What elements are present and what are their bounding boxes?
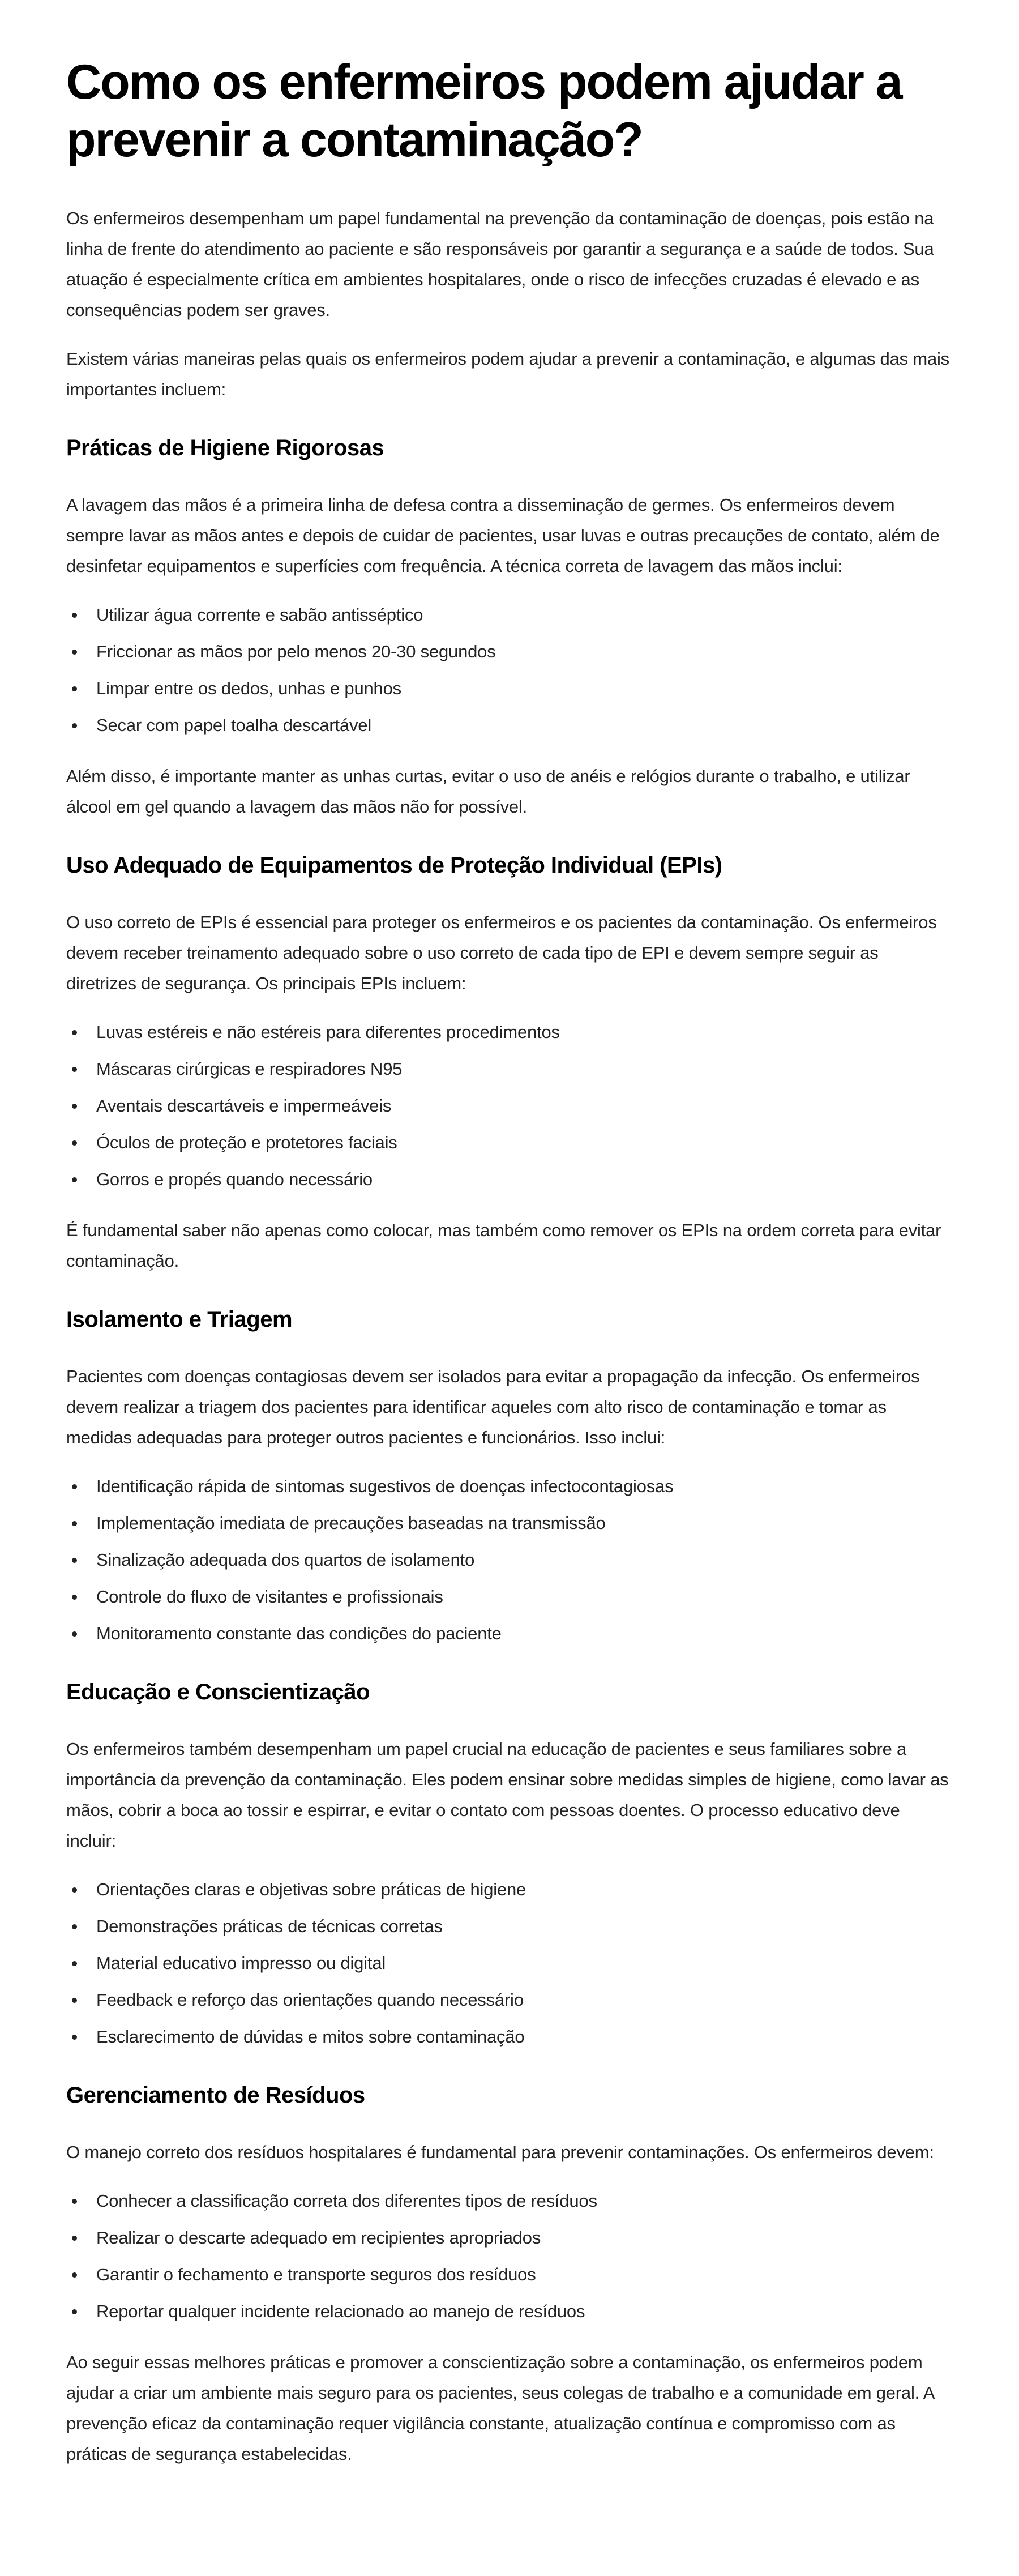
- section-paragraph: O uso correto de EPIs é essencial para proteger os enfermeiros e os pacientes da contaminação. Os enfermeiros devem receber treinamento adequado sobre o uso correto de cada tipo de EPI e devem sempre seguir as diretrizes de segurança. Os principais EPIs incluem:: [66, 912, 937, 993]
- bullet-icon: [72, 613, 77, 618]
- list-item-text: Identificação rápida de sintomas sugestivos de doenças infectocontagiosas: [96, 1476, 674, 1496]
- list-item: [96, 2223, 953, 2253]
- list-item-text: Demonstrações práticas de técnicas corretas: [96, 1916, 443, 1936]
- intro-paragraph: Os enfermeiros desempenham um papel fundamental na prevenção da contaminação de doenças, pois estão na linha de frente do atendimento ao paciente e são responsáveis por garantir a segurança e a saúde de todos. Sua atuação é especialmente crítica em ambientes hospitalares, onde o risco de infecções cruzadas é elevado e as consequências podem ser graves.: [66, 208, 934, 320]
- bullet-list: [66, 1017, 953, 1195]
- list-item-text: Aventais descartáveis e impermeáveis: [96, 1096, 392, 1116]
- list-item: [96, 2186, 953, 2216]
- list-item: [96, 2259, 953, 2290]
- list-item-text: Gorros e propés quando necessário: [96, 1169, 373, 1189]
- list-item-text: Material educativo impresso ou digital: [96, 1953, 386, 1973]
- section: [66, 1676, 953, 2052]
- list-item: [96, 600, 953, 630]
- list-item-text: Implementação imediata de precauções baseadas na transmissão: [96, 1513, 606, 1533]
- list-item: [96, 636, 953, 667]
- list-item-text: Secar com papel toalha descartável: [96, 715, 372, 735]
- bullet-icon: [72, 1961, 77, 1966]
- bullet-icon: [72, 1558, 77, 1563]
- section-paragraph: Pacientes com doenças contagiosas devem ser isolados para evitar a propagação da infecção. Os enfermeiros devem realizar a triagem dos pacientes para identificar aqueles com alto risco de contaminação e tomar as medidas adequadas para proteger outros pacientes e funcionários. Isso inclui:: [66, 1366, 920, 1447]
- bullet-icon: [72, 2236, 77, 2241]
- list-item: [96, 1911, 953, 1942]
- list-item-text: Garantir o fechamento e transporte seguros dos resíduos: [96, 2265, 536, 2284]
- list-item: [96, 1948, 953, 1979]
- bullet-icon: [72, 1104, 77, 1109]
- bullet-icon: [72, 1631, 77, 1637]
- list-item: [96, 710, 953, 741]
- bullet-icon: [72, 1067, 77, 1072]
- list-item-text: Orientações claras e objetivas sobre práticas de higiene: [96, 1879, 526, 1899]
- list-item-text: Máscaras cirúrgicas e respiradores N95: [96, 1059, 403, 1079]
- list-item-text: Controle do fluxo de visitantes e profissionais: [96, 1587, 443, 1607]
- bullet-icon: [72, 650, 77, 655]
- list-item-text: Reportar qualquer incidente relacionado ao manejo de resíduos: [96, 2301, 585, 2321]
- bullet-list: [66, 1874, 953, 2052]
- bullet-icon: [72, 2272, 77, 2278]
- list-item: [96, 1582, 953, 1612]
- list-item: [96, 1508, 953, 1539]
- bullet-icon: [72, 1887, 77, 1893]
- section: [66, 849, 953, 1276]
- section-heading: Gerenciamento de Resíduos: [66, 2083, 365, 2108]
- bullet-icon: [72, 686, 77, 691]
- bullet-list: [66, 1471, 953, 1649]
- section: [66, 2079, 953, 2470]
- bullet-icon: [72, 1177, 77, 1182]
- bullet-icon: [72, 1484, 77, 1489]
- bullet-icon: [72, 1998, 77, 2003]
- bullet-icon: [72, 1924, 77, 1929]
- section: [66, 1304, 953, 1649]
- list-item-text: Conhecer a classificação correta dos diferentes tipos de resíduos: [96, 2191, 597, 2211]
- list-item-text: Sinalização adequada dos quartos de isolamento: [96, 1550, 475, 1570]
- page-title: Como os enfermeiros podem ajudar a prevenir a contaminação?: [66, 55, 902, 167]
- bullet-icon: [72, 2199, 77, 2204]
- list-item: [96, 1091, 953, 1121]
- list-item: [96, 1127, 953, 1158]
- list-item: [96, 2296, 953, 2327]
- list-item: [96, 1874, 953, 1905]
- intro-paragraph: Existem várias maneiras pelas quais os enfermeiros podem ajudar a prevenir a contaminação, e algumas das mais importantes incluem:: [66, 349, 949, 399]
- bullet-icon: [72, 1140, 77, 1146]
- list-item-text: Óculos de proteção e protetores faciais: [96, 1133, 397, 1152]
- list-item: [96, 1471, 953, 1502]
- section-heading: Uso Adequado de Equipamentos de Proteção Individual (EPIs): [66, 853, 722, 878]
- bullet-icon: [72, 2309, 77, 2314]
- section-closing-paragraph: Ao seguir essas melhores práticas e promover a conscientização sobre a contaminação, os enfermeiros podem ajudar a criar um ambiente mais seguro para os pacientes, seus colegas de trabalho e a comunidade em geral. A prevenção eficaz da contaminação requer vigilância constante, atualização contínua e compromisso com as práticas de segurança estabelecidas.: [66, 2352, 934, 2464]
- bullet-icon: [72, 1521, 77, 1526]
- list-item-text: Utilizar água corrente e sabão antisséptico: [96, 605, 423, 625]
- section-paragraph: O manejo correto dos resíduos hospitalares é fundamental para prevenir contaminações. Os enfermeiros devem:: [66, 2142, 934, 2162]
- bullet-list: [66, 600, 953, 741]
- bullet-icon: [72, 2035, 77, 2040]
- bullet-icon: [72, 1030, 77, 1035]
- list-item-text: Luvas estéreis e não estéreis para diferentes procedimentos: [96, 1022, 560, 1042]
- sections: [66, 432, 953, 2470]
- list-item-text: Limpar entre os dedos, unhas e punhos: [96, 678, 401, 698]
- section-closing-paragraph: Além disso, é importante manter as unhas curtas, evitar o uso de anéis e relógios durante o trabalho, e utilizar álcool em gel quando a lavagem das mãos não for possível.: [66, 766, 910, 817]
- list-item-text: Esclarecimento de dúvidas e mitos sobre contaminação: [96, 2027, 525, 2047]
- list-item-text: Monitoramento constante das condições do paciente: [96, 1624, 502, 1643]
- section-heading: Isolamento e Triagem: [66, 1307, 293, 1332]
- list-item: [96, 1054, 953, 1084]
- bullet-icon: [72, 723, 77, 728]
- list-item-text: Friccionar as mãos por pelo menos 20-30 segundos: [96, 642, 496, 661]
- list-item: [96, 1164, 953, 1195]
- list-item: [96, 1545, 953, 1575]
- list-item: [96, 1017, 953, 1048]
- section: [66, 432, 953, 822]
- bullet-icon: [72, 1595, 77, 1600]
- list-item: [96, 2022, 953, 2052]
- bullet-list: [66, 2186, 953, 2327]
- list-item-text: Feedback e reforço das orientações quando necessário: [96, 1990, 524, 2010]
- section-paragraph: A lavagem das mãos é a primeira linha de defesa contra a disseminação de germes. Os enfermeiros devem sempre lavar as mãos antes e depois de cuidar de pacientes, usar luvas e outras precauções de contato, além de desinfetar equipamentos e superfícies com frequência. A técnica correta de lavagem das mãos inclui:: [66, 495, 940, 576]
- list-item: [96, 673, 953, 704]
- section-closing-paragraph: É fundamental saber não apenas como colocar, mas também como remover os EPIs na ordem correta para evitar contaminação.: [66, 1220, 941, 1271]
- section-heading: Educação e Conscientização: [66, 1680, 370, 1704]
- list-item: [96, 1985, 953, 2015]
- list-item-text: Realizar o descarte adequado em recipientes apropriados: [96, 2228, 541, 2248]
- list-item: [96, 1618, 953, 1649]
- section-paragraph: Os enfermeiros também desempenham um papel crucial na educação de pacientes e seus familiares sobre a importância da prevenção da contaminação. Eles podem ensinar sobre medidas simples de higiene, como lavar as mãos, cobrir a boca ao tossir e espirrar, e evitar o contato com pessoas doentes. O processo educativo deve incluir:: [66, 1739, 949, 1851]
- section-heading: Práticas de Higiene Rigorosas: [66, 435, 384, 460]
